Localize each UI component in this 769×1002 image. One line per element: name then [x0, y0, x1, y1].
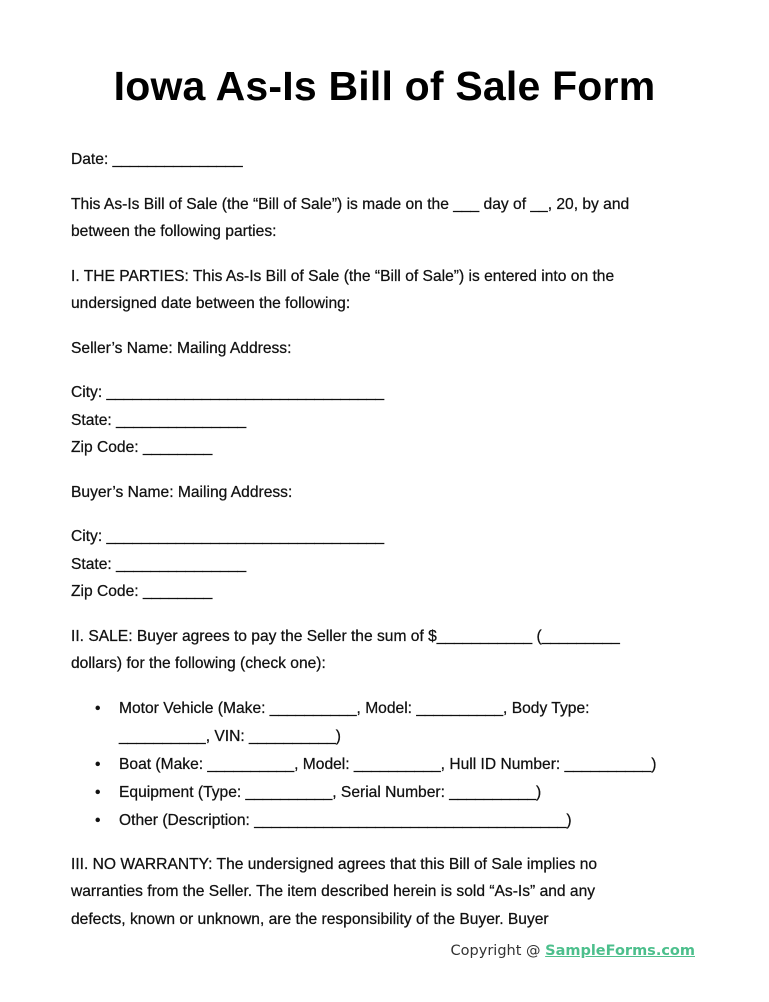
sale-item-list [71, 695, 711, 835]
seller-state-field[interactable]: State: _______________ [71, 411, 247, 429]
intro-line: between the following parties: [71, 223, 277, 240]
parties-line: undersigned date between the following: [71, 295, 351, 312]
parties-section [71, 263, 711, 318]
intro-paragraph [71, 191, 711, 246]
warranty-line: defects, known or unknown, are the responsibility of the Buyer. Buyer [71, 910, 549, 928]
seller-city-field[interactable]: City: ________________________________ [71, 384, 385, 401]
bullet-icon: • [95, 755, 101, 773]
date-field[interactable]: Date: _______________ [71, 151, 243, 168]
brand-link[interactable]: SampleForms.com [545, 943, 695, 959]
sale-line: dollars) for the following (check one): [71, 655, 326, 672]
sale-item-text: Boat (Make: __________, Model: __________, Hull ID Number: __________) [119, 755, 657, 773]
intro-line: This As-Is Bill of Sale (the “Bill of Sale”) is made on the ___ day of __, 20, by and [71, 195, 630, 213]
document-title: Iowa As-Is Bill of Sale Form [113, 63, 656, 109]
sale-item-equipment[interactable] [71, 779, 711, 807]
sale-item-text: Equipment (Type: __________, Serial Number: __________) [119, 783, 542, 801]
buyer-section [71, 479, 711, 606]
buyer-state-field[interactable]: State: _______________ [71, 555, 247, 573]
warranty-section [71, 851, 711, 934]
buyer-heading: Buyer’s Name: Mailing Address: [71, 483, 293, 501]
copyright-footer [451, 943, 695, 959]
sale-item-motor-vehicle[interactable] [71, 695, 711, 751]
parties-line: I. THE PARTIES: This As-Is Bill of Sale (the “Bill of Sale”) is entered into on the [71, 267, 615, 285]
sale-item-other[interactable] [71, 807, 711, 835]
bullet-icon: • [95, 811, 101, 829]
warranty-line: III. NO WARRANTY: The undersigned agrees that this Bill of Sale implies no [71, 855, 598, 873]
sale-item-text: Other (Description: ____________________________________) [119, 811, 572, 829]
buyer-zip-field[interactable]: Zip Code: ________ [71, 583, 213, 600]
copyright-text: Copyright @ [450, 943, 546, 959]
sale-item-text: Motor Vehicle (Make: __________, Model: __________, Body Type: [119, 699, 590, 717]
seller-section [71, 335, 711, 462]
seller-heading: Seller’s Name: Mailing Address: [71, 339, 292, 357]
sale-line: II. SALE: Buyer agrees to pay the Seller the sum of $___________ (_________ [71, 627, 620, 645]
warranty-line: warranties from the Seller. The item described herein is sold “As-Is” and any [71, 883, 596, 900]
buyer-city-field[interactable]: City: ________________________________ [71, 528, 385, 545]
seller-zip-field[interactable]: Zip Code: ________ [71, 439, 213, 456]
sale-item-boat[interactable] [71, 751, 711, 779]
document-body [71, 146, 711, 933]
bullet-icon: • [95, 783, 101, 801]
sale-item-text: __________, VIN: __________) [119, 727, 341, 745]
sale-section [71, 623, 711, 678]
bullet-icon: • [95, 699, 101, 717]
